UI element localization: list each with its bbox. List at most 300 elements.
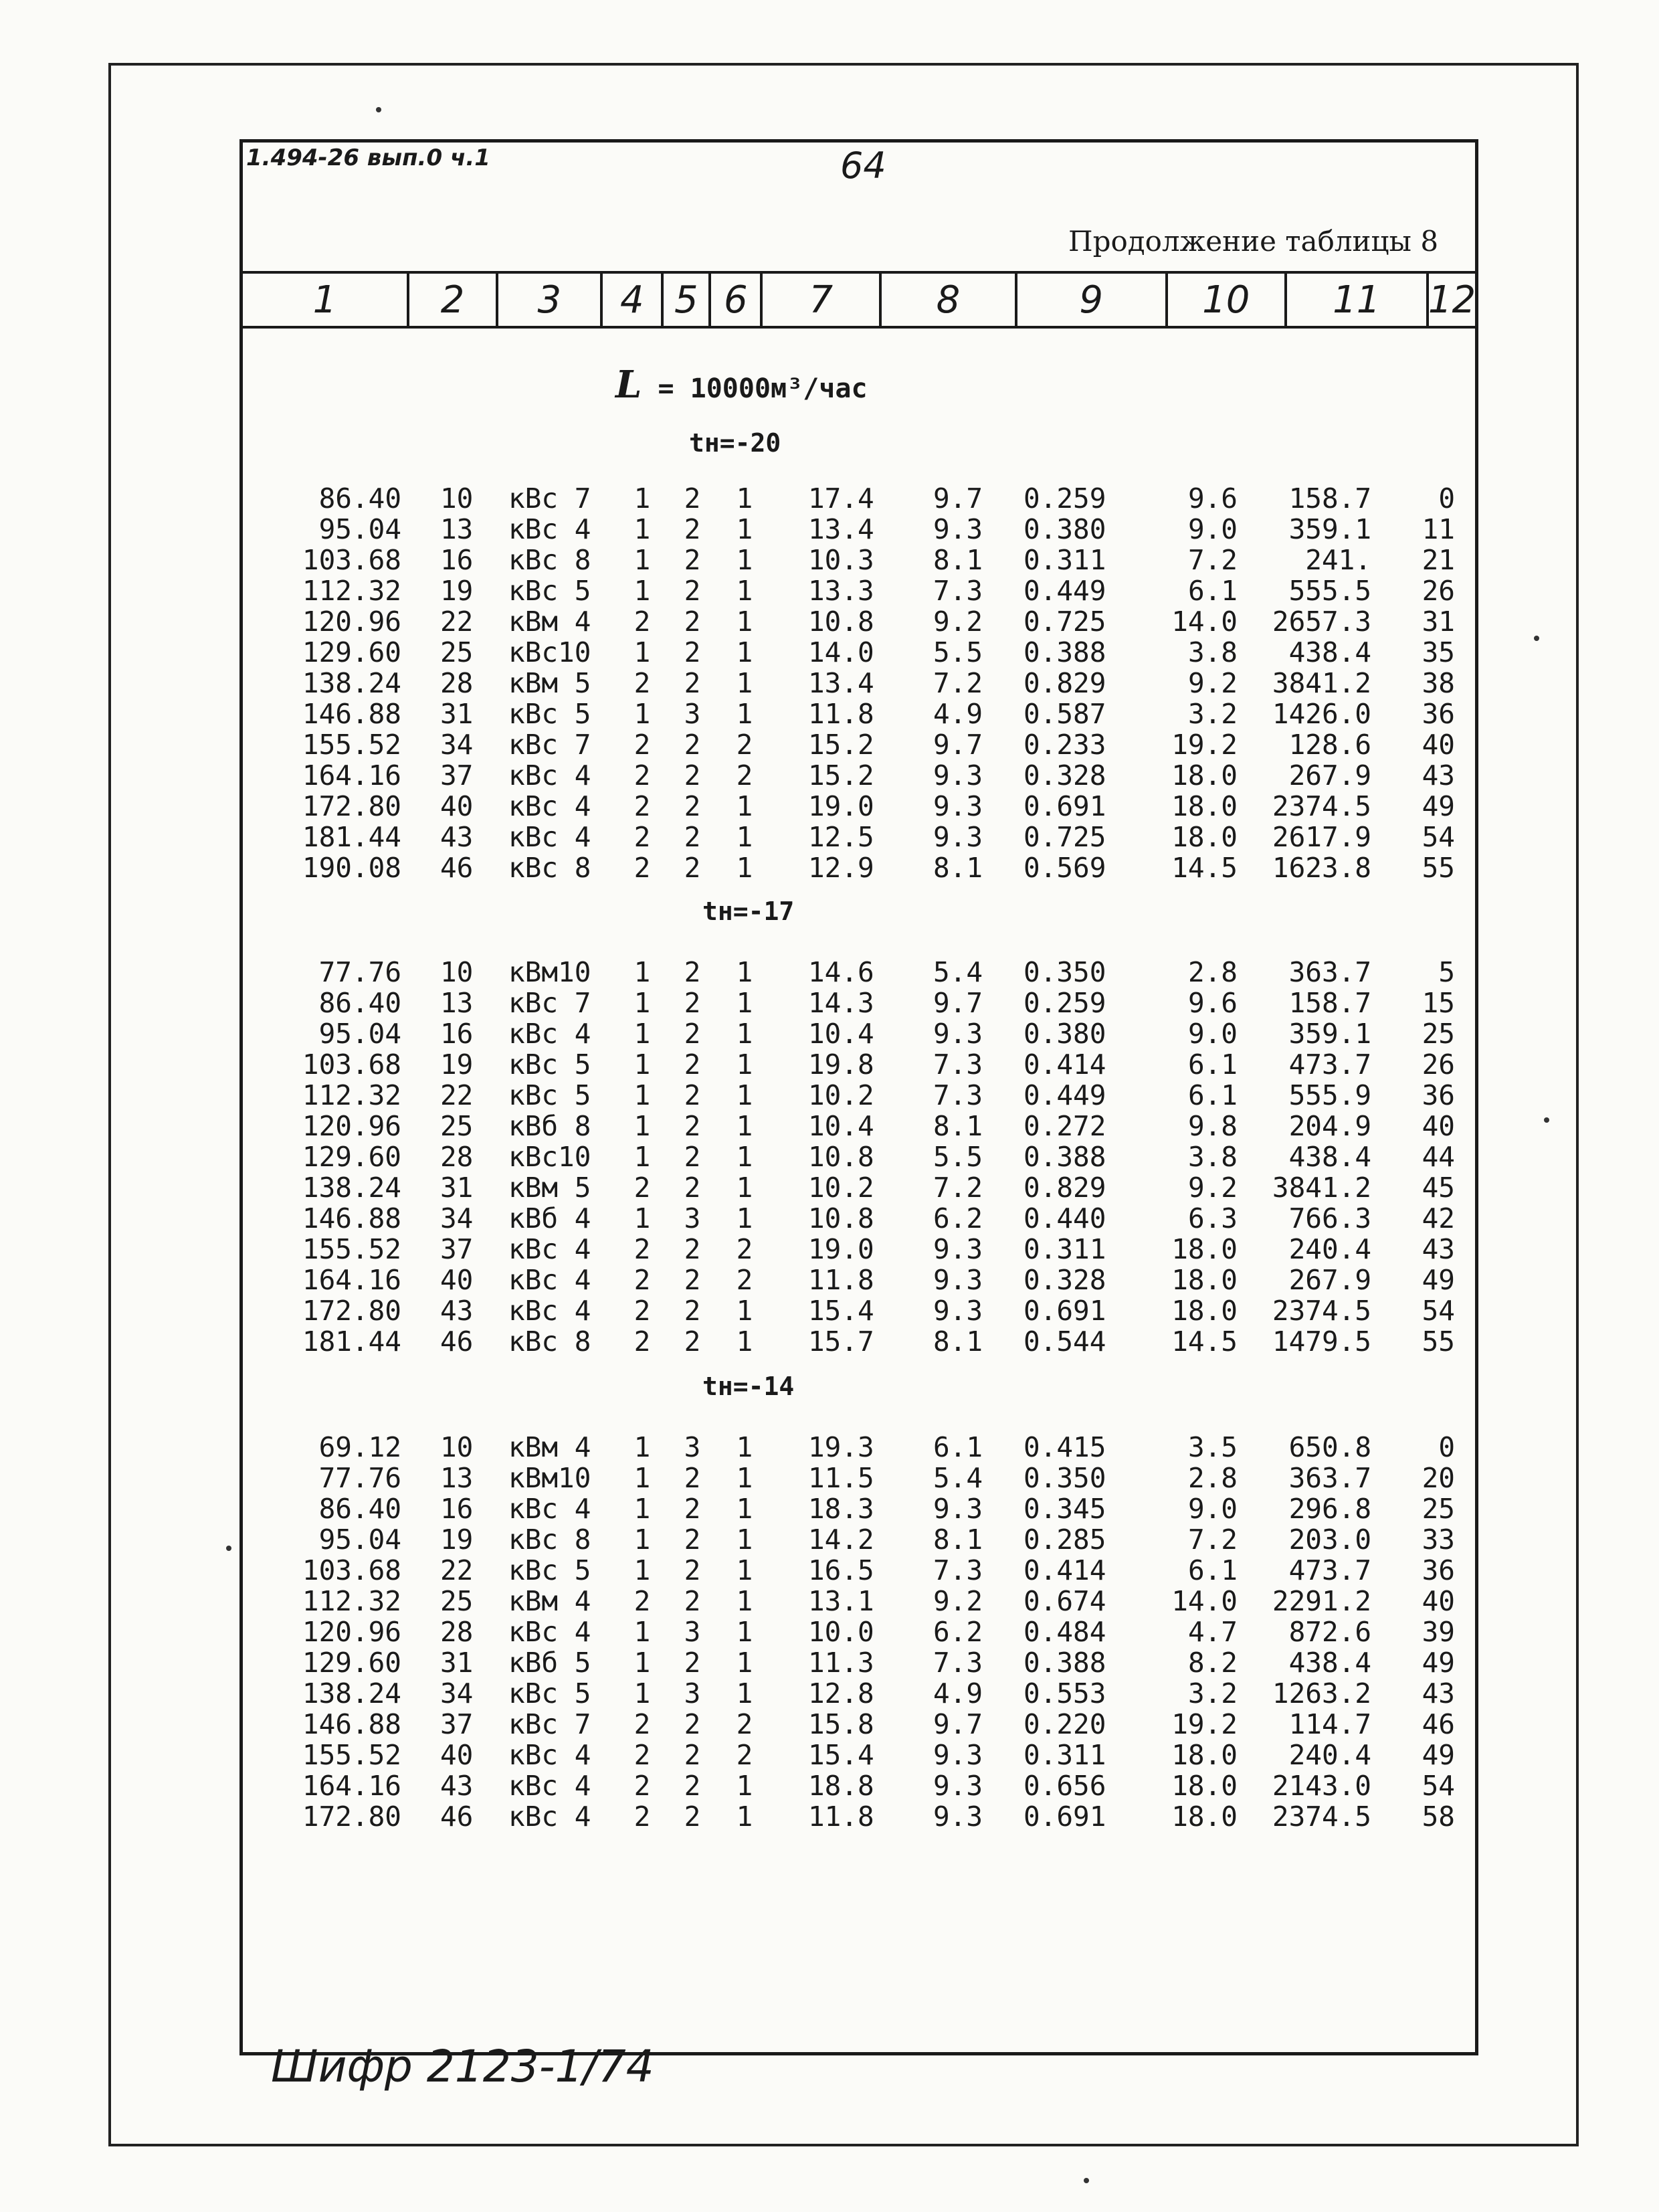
cell-col-8: 4.9 (933, 1677, 983, 1710)
cell-col-12: 49 (1422, 1739, 1455, 1771)
cell-col-1: 86.40 (318, 1493, 401, 1525)
cell-col-9: 0.233 (1023, 729, 1106, 761)
cell-col-2: 13 (440, 987, 474, 1019)
cell-col-5: 2 (684, 575, 701, 607)
cell-col-8: 7.3 (933, 1554, 983, 1586)
cell-col-8: 7.2 (933, 667, 983, 699)
column-header-3: 3 (498, 274, 603, 326)
cell-col-7: 11.5 (808, 1462, 874, 1494)
table-row (254, 1493, 1465, 1524)
cell-col-10: 18.0 (1171, 759, 1238, 792)
cell-col-6: 1 (736, 987, 753, 1019)
cell-col-5: 2 (684, 1493, 701, 1525)
cell-col-8: 9.3 (933, 1493, 983, 1525)
cell-col-11: 203.0 (1288, 1524, 1371, 1556)
cell-col-6: 1 (736, 667, 753, 699)
cell-col-4: 2 (633, 1264, 651, 1296)
cell-col-2: 34 (440, 729, 474, 761)
speck (1534, 636, 1539, 641)
cell-col-9: 0.829 (1023, 667, 1106, 699)
table-row (254, 1617, 1465, 1647)
cell-col-12: 38 (1422, 667, 1455, 699)
cell-col-10: 7.2 (1187, 1524, 1238, 1556)
cell-col-1: 69.12 (318, 1431, 401, 1463)
cell-col-11: 296.8 (1288, 1493, 1371, 1525)
cell-col-1: 86.40 (318, 987, 401, 1019)
cell-col-3: кВм 4 (508, 1585, 591, 1617)
cell-col-7: 14.2 (808, 1524, 874, 1556)
cell-col-6: 2 (736, 1739, 753, 1771)
cell-col-7: 10.8 (808, 1202, 874, 1234)
cell-col-4: 1 (633, 482, 651, 515)
cell-col-5: 2 (684, 729, 701, 761)
cell-col-5: 2 (684, 1554, 701, 1586)
cell-col-7: 10.8 (808, 1141, 874, 1173)
cell-col-10: 6.1 (1187, 1554, 1238, 1586)
cell-col-6: 1 (736, 1616, 753, 1648)
cell-col-11: 204.9 (1288, 1110, 1371, 1142)
cell-col-6: 1 (736, 575, 753, 607)
cell-col-2: 34 (440, 1202, 474, 1234)
cell-col-7: 14.3 (808, 987, 874, 1019)
cell-col-4: 2 (633, 790, 651, 822)
cell-col-5: 2 (684, 482, 701, 515)
section-label: tн=-14 (702, 1372, 795, 1401)
table-row (254, 1555, 1465, 1586)
cell-col-5: 2 (684, 1325, 701, 1358)
cell-col-9: 0.544 (1023, 1325, 1106, 1358)
cell-col-8: 9.3 (933, 790, 983, 822)
cell-col-3: кВс 4 (508, 1295, 591, 1327)
cell-col-6: 1 (736, 1079, 753, 1111)
cell-col-2: 22 (440, 1554, 474, 1586)
cell-col-10: 6.1 (1187, 1048, 1238, 1081)
column-header-11: 11 (1287, 274, 1429, 326)
cell-col-5: 2 (684, 1770, 701, 1802)
cell-col-3: кВс 4 (508, 1801, 591, 1833)
cell-col-1: 112.32 (302, 575, 401, 607)
cell-col-6: 1 (736, 482, 753, 515)
cell-col-3: кВс 7 (508, 987, 591, 1019)
cell-col-10: 8.2 (1187, 1647, 1238, 1679)
cell-col-8: 9.3 (933, 821, 983, 853)
cell-col-10: 19.2 (1171, 729, 1238, 761)
cell-col-4: 2 (633, 1770, 651, 1802)
cell-col-1: 120.96 (302, 1616, 401, 1648)
cell-col-4: 1 (633, 1018, 651, 1050)
cell-col-3: кВс 7 (508, 729, 591, 761)
cell-col-3: кВс 5 (508, 1048, 591, 1081)
column-header-1: 1 (243, 274, 409, 326)
column-header-2: 2 (409, 274, 498, 326)
cell-col-4: 1 (633, 513, 651, 545)
cell-col-1: 146.88 (302, 1708, 401, 1740)
cell-col-12: 20 (1422, 1462, 1455, 1494)
cell-col-2: 40 (440, 790, 474, 822)
table-row (254, 1463, 1465, 1493)
cell-col-10: 6.1 (1187, 575, 1238, 607)
cell-col-2: 28 (440, 1616, 474, 1648)
cell-col-2: 40 (440, 1739, 474, 1771)
cell-col-12: 43 (1422, 1233, 1455, 1265)
cell-col-8: 9.7 (933, 729, 983, 761)
cell-col-4: 1 (633, 636, 651, 668)
cell-col-1: 112.32 (302, 1079, 401, 1111)
cell-col-7: 16.5 (808, 1554, 874, 1586)
cell-col-3: кВс 5 (508, 575, 591, 607)
cell-col-10: 4.7 (1187, 1616, 1238, 1648)
cell-col-9: 0.311 (1023, 1739, 1106, 1771)
cell-col-7: 14.0 (808, 636, 874, 668)
cell-col-11: 473.7 (1288, 1048, 1371, 1081)
cell-col-2: 43 (440, 1295, 474, 1327)
table-row (254, 1432, 1465, 1463)
table-row (254, 1740, 1465, 1770)
cell-col-3: кВм10 (508, 1462, 591, 1494)
cell-col-10: 18.0 (1171, 790, 1238, 822)
column-header-4: 4 (603, 274, 664, 326)
cell-col-9: 0.656 (1023, 1770, 1106, 1802)
cell-col-8: 6.1 (933, 1431, 983, 1463)
cell-col-9: 0.380 (1023, 513, 1106, 545)
cell-col-11: 363.7 (1288, 1462, 1371, 1494)
cell-col-8: 8.1 (933, 1524, 983, 1556)
cell-col-12: 25 (1422, 1493, 1455, 1525)
cell-col-5: 2 (684, 1172, 701, 1204)
cell-col-1: 181.44 (302, 821, 401, 853)
table-row (254, 1234, 1465, 1265)
cell-col-3: кВс 4 (508, 790, 591, 822)
cell-col-1: 181.44 (302, 1325, 401, 1358)
cell-col-10: 2.8 (1187, 1462, 1238, 1494)
cell-col-2: 10 (440, 1431, 474, 1463)
cell-col-1: 103.68 (302, 1048, 401, 1081)
cell-col-11: 438.4 (1288, 636, 1371, 668)
cell-col-5: 2 (684, 1739, 701, 1771)
cell-col-12: 45 (1422, 1172, 1455, 1204)
cell-col-9: 0.220 (1023, 1708, 1106, 1740)
cell-col-4: 1 (633, 956, 651, 988)
cell-col-12: 26 (1422, 575, 1455, 607)
cell-col-9: 0.725 (1023, 821, 1106, 853)
cell-col-9: 0.415 (1023, 1431, 1106, 1463)
cell-col-11: 359.1 (1288, 1018, 1371, 1050)
cell-col-7: 19.0 (808, 790, 874, 822)
table-row (254, 637, 1465, 668)
cell-col-7: 10.0 (808, 1616, 874, 1648)
cell-col-2: 46 (440, 1801, 474, 1833)
cell-col-8: 9.3 (933, 1264, 983, 1296)
cell-col-7: 11.3 (808, 1647, 874, 1679)
cell-col-4: 1 (633, 575, 651, 607)
cell-col-3: кВс 7 (508, 1708, 591, 1740)
cell-col-5: 2 (684, 821, 701, 853)
cell-col-3: кВб 8 (508, 1110, 591, 1142)
cell-col-2: 37 (440, 1233, 474, 1265)
cell-col-8: 9.7 (933, 482, 983, 515)
cell-col-10: 9.0 (1187, 1493, 1238, 1525)
cell-col-7: 12.5 (808, 821, 874, 853)
cell-col-7: 15.4 (808, 1295, 874, 1327)
cell-col-10: 18.0 (1171, 1770, 1238, 1802)
cell-col-12: 33 (1422, 1524, 1455, 1556)
cell-col-5: 2 (684, 1264, 701, 1296)
cell-col-10: 3.8 (1187, 1141, 1238, 1173)
table-row (254, 957, 1465, 988)
cell-col-1: 77.76 (318, 1462, 401, 1494)
cell-col-4: 1 (633, 1647, 651, 1679)
cell-col-7: 15.4 (808, 1739, 874, 1771)
cell-col-1: 172.80 (302, 1295, 401, 1327)
cell-col-6: 2 (736, 1233, 753, 1265)
cell-col-5: 2 (684, 513, 701, 545)
cell-col-4: 2 (633, 1295, 651, 1327)
cell-col-5: 2 (684, 1801, 701, 1833)
cell-col-8: 4.9 (933, 698, 983, 730)
cell-col-10: 7.2 (1187, 544, 1238, 576)
cell-col-8: 7.3 (933, 575, 983, 607)
cell-col-11: 650.8 (1288, 1431, 1371, 1463)
cell-col-4: 2 (633, 1172, 651, 1204)
cell-col-4: 1 (633, 1141, 651, 1173)
cell-col-9: 0.691 (1023, 1295, 1106, 1327)
speck (376, 107, 381, 112)
table-row (254, 729, 1465, 760)
cell-col-4: 2 (633, 852, 651, 884)
cell-col-3: кВс 5 (508, 1554, 591, 1586)
cell-col-12: 54 (1422, 821, 1455, 853)
cell-col-11: 2657.3 (1272, 606, 1371, 638)
cell-col-6: 2 (736, 1708, 753, 1740)
cell-col-9: 0.691 (1023, 790, 1106, 822)
cell-col-3: кВм10 (508, 956, 591, 988)
document-code: 1.494-26 вып.0 ч.1 (246, 145, 490, 171)
cell-col-5: 3 (684, 1616, 701, 1648)
cell-col-11: 241. (1305, 544, 1371, 576)
cell-col-10: 9.6 (1187, 987, 1238, 1019)
cell-col-6: 1 (736, 1801, 753, 1833)
cell-col-5: 3 (684, 1431, 701, 1463)
cell-col-7: 19.8 (808, 1048, 874, 1081)
table-row (254, 1770, 1465, 1801)
cell-col-6: 1 (736, 1018, 753, 1050)
cell-col-9: 0.449 (1023, 575, 1106, 607)
cell-col-7: 12.9 (808, 852, 874, 884)
cell-col-12: 55 (1422, 852, 1455, 884)
cell-col-4: 1 (633, 1110, 651, 1142)
cell-col-12: 36 (1422, 1079, 1455, 1111)
cell-col-9: 0.674 (1023, 1585, 1106, 1617)
page-number: 64 (840, 145, 886, 187)
cell-col-7: 11.8 (808, 1264, 874, 1296)
cell-col-12: 21 (1422, 544, 1455, 576)
cell-col-11: 267.9 (1288, 759, 1371, 792)
cell-col-12: 15 (1422, 987, 1455, 1019)
table-row (254, 791, 1465, 822)
cell-col-9: 0.388 (1023, 636, 1106, 668)
cell-col-8: 6.2 (933, 1202, 983, 1234)
cell-col-1: 138.24 (302, 1172, 401, 1204)
cell-col-1: 95.04 (318, 1524, 401, 1556)
cell-col-6: 1 (736, 852, 753, 884)
cell-col-12: 42 (1422, 1202, 1455, 1234)
speck (1084, 2178, 1089, 2183)
cell-col-5: 2 (684, 1048, 701, 1081)
cell-col-6: 1 (736, 1048, 753, 1081)
cell-col-8: 8.1 (933, 544, 983, 576)
table-row (254, 760, 1465, 791)
table-row (254, 606, 1465, 637)
table-row (254, 1172, 1465, 1203)
cell-col-8: 9.3 (933, 1018, 983, 1050)
cell-col-3: кВм 4 (508, 606, 591, 638)
cell-col-12: 55 (1422, 1325, 1455, 1358)
cell-col-11: 2143.0 (1272, 1770, 1371, 1802)
cell-col-8: 9.3 (933, 1801, 983, 1833)
cell-col-7: 13.4 (808, 667, 874, 699)
cell-col-8: 5.5 (933, 1141, 983, 1173)
cell-col-6: 1 (736, 1554, 753, 1586)
table-row (254, 1678, 1465, 1709)
cell-col-12: 54 (1422, 1770, 1455, 1802)
cell-col-5: 2 (684, 667, 701, 699)
cell-col-2: 19 (440, 1524, 474, 1556)
cell-col-3: кВс 4 (508, 1616, 591, 1648)
table-row (254, 1080, 1465, 1111)
section-rows (254, 483, 1465, 883)
cell-col-3: кВс 4 (508, 821, 591, 853)
cell-col-1: 112.32 (302, 1585, 401, 1617)
cell-col-10: 18.0 (1171, 1295, 1238, 1327)
cell-col-10: 3.8 (1187, 636, 1238, 668)
cell-col-4: 2 (633, 821, 651, 853)
cell-col-3: кВс 4 (508, 1233, 591, 1265)
cell-col-10: 9.2 (1187, 667, 1238, 699)
cell-col-6: 1 (736, 1524, 753, 1556)
cell-col-9: 0.285 (1023, 1524, 1106, 1556)
cell-col-9: 0.569 (1023, 852, 1106, 884)
cell-col-1: 120.96 (302, 606, 401, 638)
cell-col-12: 36 (1422, 698, 1455, 730)
cell-col-8: 9.3 (933, 759, 983, 792)
cell-col-6: 2 (736, 759, 753, 792)
cell-col-7: 13.3 (808, 575, 874, 607)
cell-col-12: 49 (1422, 1264, 1455, 1296)
cell-col-5: 2 (684, 759, 701, 792)
cell-col-2: 31 (440, 1647, 474, 1679)
cell-col-2: 22 (440, 606, 474, 638)
cell-col-9: 0.350 (1023, 1462, 1106, 1494)
cell-col-2: 37 (440, 1708, 474, 1740)
cell-col-2: 31 (440, 698, 474, 730)
flow-symbol: L (615, 363, 642, 407)
section-label: tн=-17 (702, 897, 795, 926)
cell-col-7: 10.8 (808, 606, 874, 638)
cell-col-2: 25 (440, 1585, 474, 1617)
cell-col-4: 1 (633, 1462, 651, 1494)
cell-col-9: 0.311 (1023, 544, 1106, 576)
cell-col-6: 2 (736, 729, 753, 761)
cell-col-1: 146.88 (302, 1202, 401, 1234)
cell-col-8: 9.2 (933, 1585, 983, 1617)
cell-col-2: 16 (440, 544, 474, 576)
column-header-9: 9 (1017, 274, 1168, 326)
cell-col-12: 39 (1422, 1616, 1455, 1648)
table-row (254, 852, 1465, 883)
cell-col-2: 28 (440, 1141, 474, 1173)
cell-col-5: 2 (684, 1018, 701, 1050)
cell-col-11: 555.5 (1288, 575, 1371, 607)
cell-col-11: 240.4 (1288, 1233, 1371, 1265)
cell-col-7: 19.0 (808, 1233, 874, 1265)
cell-col-3: кВм 4 (508, 1431, 591, 1463)
cell-col-11: 1623.8 (1272, 852, 1371, 884)
cell-col-6: 1 (736, 636, 753, 668)
cell-col-1: 103.68 (302, 1554, 401, 1586)
cell-col-7: 12.8 (808, 1677, 874, 1710)
cell-col-11: 2291.2 (1272, 1585, 1371, 1617)
cell-col-3: кВс 5 (508, 698, 591, 730)
cell-col-9: 0.311 (1023, 1233, 1106, 1265)
table-row (254, 699, 1465, 729)
cell-col-1: 120.96 (302, 1110, 401, 1142)
cell-col-1: 155.52 (302, 1739, 401, 1771)
cell-col-12: 25 (1422, 1018, 1455, 1050)
cell-col-7: 17.4 (808, 482, 874, 515)
cell-col-10: 9.8 (1187, 1110, 1238, 1142)
table-row (254, 1647, 1465, 1678)
cell-col-10: 18.0 (1171, 1739, 1238, 1771)
section-label: tн=-20 (689, 428, 781, 458)
cell-col-6: 1 (736, 1325, 753, 1358)
cell-col-12: 36 (1422, 1554, 1455, 1586)
cell-col-2: 19 (440, 1048, 474, 1081)
cell-col-12: 44 (1422, 1141, 1455, 1173)
cell-col-6: 1 (736, 1110, 753, 1142)
cell-col-3: кВс 5 (508, 1079, 591, 1111)
cell-col-6: 1 (736, 1677, 753, 1710)
cell-col-8: 7.3 (933, 1048, 983, 1081)
outer-border-bottom (108, 2144, 1577, 2146)
cell-col-4: 2 (633, 1708, 651, 1740)
cell-col-11: 114.7 (1288, 1708, 1371, 1740)
cell-col-6: 1 (736, 606, 753, 638)
cell-col-8: 5.4 (933, 956, 983, 988)
cell-col-2: 31 (440, 1172, 474, 1204)
cell-col-12: 46 (1422, 1708, 1455, 1740)
cell-col-3: кВс 4 (508, 759, 591, 792)
table-row (254, 483, 1465, 514)
cell-col-11: 438.4 (1288, 1647, 1371, 1679)
cell-col-8: 9.3 (933, 1770, 983, 1802)
cell-col-10: 18.0 (1171, 1233, 1238, 1265)
cell-col-7: 15.7 (808, 1325, 874, 1358)
cell-col-7: 18.8 (808, 1770, 874, 1802)
cell-col-10: 3.2 (1187, 1677, 1238, 1710)
cell-col-2: 40 (440, 1264, 474, 1296)
cell-col-6: 1 (736, 1493, 753, 1525)
cell-col-7: 18.3 (808, 1493, 874, 1525)
cell-col-5: 2 (684, 606, 701, 638)
cell-col-4: 1 (633, 1202, 651, 1234)
cell-col-2: 16 (440, 1493, 474, 1525)
cell-col-12: 26 (1422, 1048, 1455, 1081)
cell-col-6: 1 (736, 1172, 753, 1204)
cell-col-9: 0.440 (1023, 1202, 1106, 1234)
cell-col-6: 1 (736, 1585, 753, 1617)
cell-col-12: 35 (1422, 636, 1455, 668)
cell-col-4: 2 (633, 1801, 651, 1833)
